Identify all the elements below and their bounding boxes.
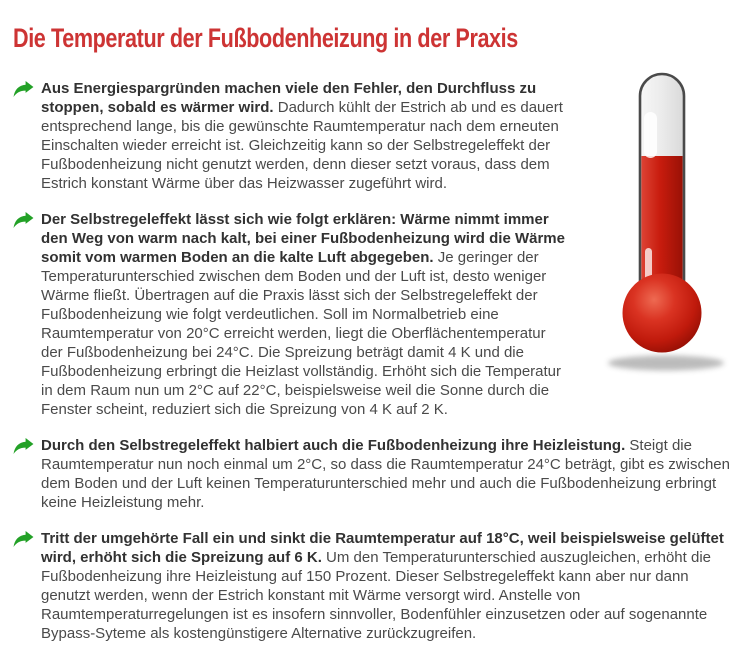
bullet-text xyxy=(41,436,738,512)
thermometer-illustration xyxy=(600,56,741,378)
bullet-bold-text: Der Selbstregeleffekt lässt sich wie folgt erklären: Wärme nimmt immer den Weg von warm nach kalt, bei einer Fußbodenheizung wird die Wärme somit vom warmen Boden an die kalte Luft abgegeben. xyxy=(41,211,565,266)
page-title xyxy=(0,0,741,52)
bullet-regular-text: Um den Temperaturunterschied auszugleichen, erhöht die Fußbodenheizung ihre Heizleistung auf 150 Prozent. Dieser Selbstregeleffekt kann aber nur dann genutzt werden, wenn der Estrich konstant mit Wärme versorgt wird. Anstelle von Raumtemperaturregelungen ist es insofern sinnvoller, Bodenfühler einzusetzen oder auf sogenannte Bypass-Syteme als kostengünstigere Alternative zurückzugreifen. xyxy=(41,549,712,642)
bullet-bold-text: Durch den Selbstregeleffekt halbiert auch die Fußbodenheizung ihre Heizleistung. xyxy=(41,437,626,454)
forward-arrow-icon xyxy=(13,438,34,456)
bullet-text xyxy=(41,529,738,643)
bullet-regular-text: Dadurch kühlt der Estrich ab und es dauert entsprechend lange, bis die gewünschte Raumtemperatur nach dem erneuten Einschalten wieder erreicht ist. Gleichzeitig kann so der Selbstregeleffekt der Fußbodenheizung nicht genutzt werden, denn dieser setzt voraus, dass dem Estrich konstant Wärme über das Heizwasser zugeführt wird. xyxy=(41,99,563,192)
bullet-regular-text: Je geringer der Temperaturunterschied zwischen dem Boden und der Luft ist, desto weniger Wärme fließt. Übertragen auf die Praxis lässt sich der Selbstregeleffekt der Fußbodenheizung wie folgt verdeutlichen. Soll im Normalbetrieb eine Raumtemperatur von 20°C erreicht werden, liegt die Oberflächentemperatur der Fußbodenheizung bei 24°C. Die Spreizung beträgt damit 4 K und die Fußbodenheizung erbringt die Heizlast vollständig. Erhöht sich die Temperatur in dem Raum nun um 2°C auf 22°C, beispielsweise weil die Sonne durch die Fenster scheint, reduziert sich die Spreizung von 4 K auf 2 K. xyxy=(41,249,562,418)
thermometer-bulb xyxy=(623,274,702,353)
bullet-item-3 xyxy=(13,436,741,512)
thermometer-glass-highlight xyxy=(644,112,657,158)
forward-arrow-icon xyxy=(13,531,34,549)
bullet-item-4 xyxy=(13,529,741,643)
bullet-bold-text: Tritt der umgehörte Fall ein und sinkt die Raumtemperatur auf 18°C, weil beispielsweise gelüftet wird, erhöht sich die Spreizung auf 6 K. xyxy=(41,530,724,566)
bullet-text xyxy=(41,210,571,419)
thermometer-shadow xyxy=(608,356,724,371)
bullet-bold-text: Aus Energiespargründen machen viele den Fehler, den Durchfluss zu stoppen, sobald es wärmer wird. xyxy=(41,80,537,116)
bullet-text xyxy=(41,79,571,193)
forward-arrow-icon xyxy=(13,212,34,230)
bullet-regular-text: Steigt die Raumtemperatur nun noch einmal um 2°C, so dass die Raumtemperatur 24°C beträgt, gibt es zwischen dem Boden und der Luft keinen Temperaturunterschied mehr und auch die Fußbodenheizung erbringt keine Heizleistung mehr. xyxy=(41,437,730,511)
forward-arrow-icon xyxy=(13,81,34,99)
page-title-text: Die Temperatur der Fußbodenheizung in der Praxis xyxy=(13,23,518,53)
